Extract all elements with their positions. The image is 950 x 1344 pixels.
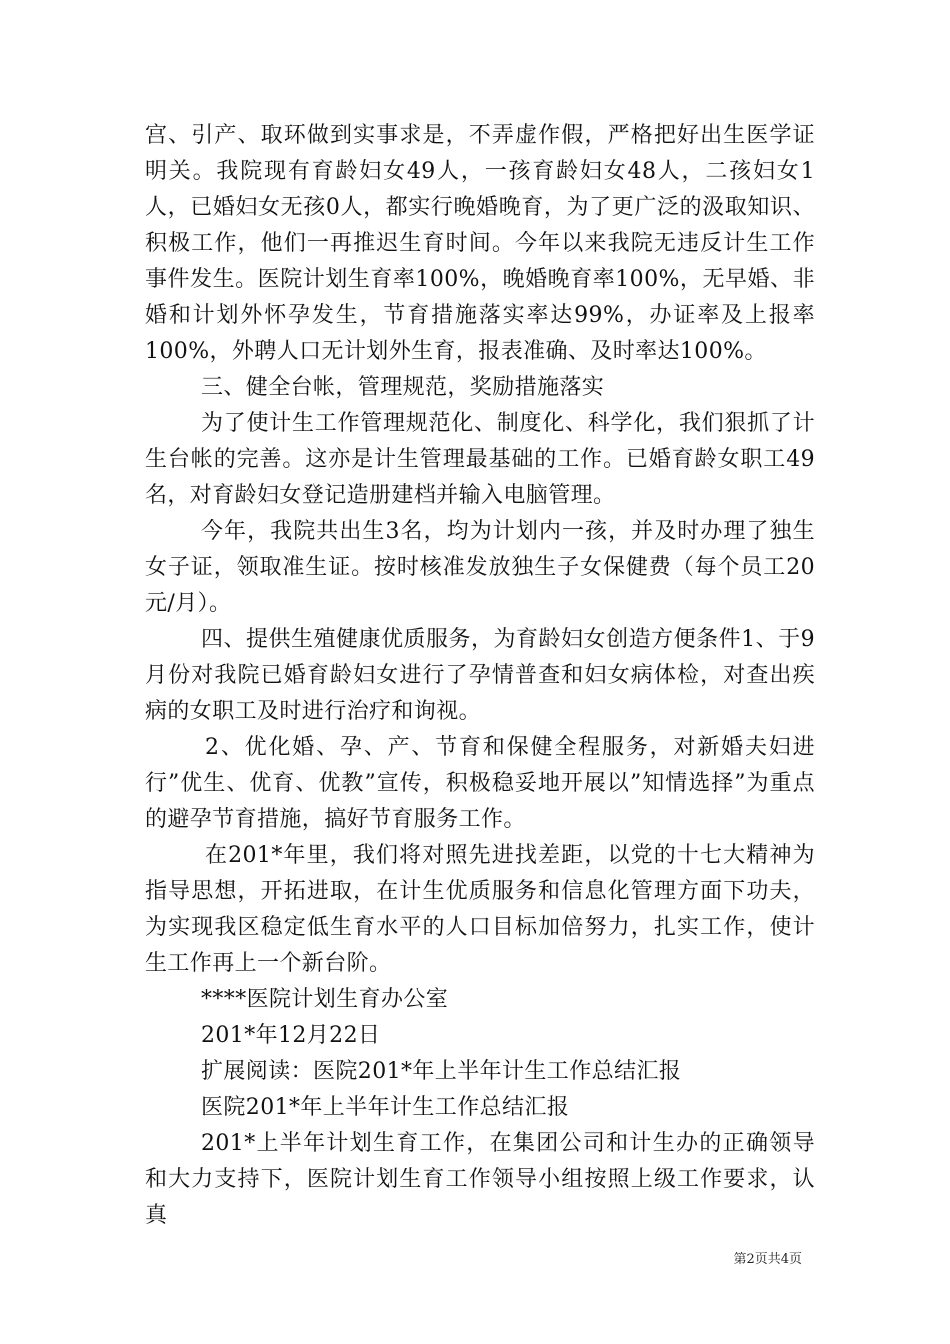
report-title: 医院201*年上半年计生工作总结汇报 <box>201 1095 570 1120</box>
signature-office: ****医院计划生育办公室 <box>201 987 449 1012</box>
signature-date: 201*年12月22日 <box>201 1023 381 1048</box>
paragraph-services: 2、优化婚、孕、产、节育和保健全程服务，对新婚夫妇进行”优生、优育、优教”宣传，积极稳妥地开展以”知情选择”为重点的避孕节育措施，搞好节育服务工作。 <box>145 735 815 832</box>
paragraph-ledger: 为了使计生工作管理规范化、制度化、科学化，我们狠抓了计生台帐的完善。这亦是计生管理最基础的工作。已婚育龄女职工49名，对育龄妇女登记造册建档并输入电脑管理。 <box>145 411 815 508</box>
section-heading-four: 四、提供生殖健康优质服务，为育龄妇女创造方便条件1、于9月份对我院已婚育龄妇女进行了孕情普查和妇女病体检，对查出疾病的女职工及时进行治疗和询视。 <box>145 627 815 724</box>
paragraph-statistics: 宫、引产、取环做到实事求是，不弄虚作假，严格把好出生医学证明关。我院现有育龄妇女49人，一孩育龄妇女48人，二孩妇女1人，已婚妇女无孩0人，都实行晚婚晚育，为了更广泛的汲取知识、积极工作，他们一再推迟生育时间。今年以来我院无违反计生工作事件发生。医院计划生育率100%，晚婚晚育率100%，无早婚、非婚和计划外怀孕发生，节育措施落实率达99%，办证率及上报率100%，外聘人口无计划外生育，报表准确、及时率达100%。 <box>145 123 815 364</box>
section-heading-three: 三、健全台帐，管理规范，奖励措施落实 <box>201 375 605 400</box>
document-body <box>145 118 815 1234</box>
page-number: 第2页共4页 <box>733 1252 802 1267</box>
paragraph-report-intro: 201*上半年计划生育工作，在集团公司和计生办的正确领导和大力支持下，医院计划生育工作领导小组按照上级工作要求，认真 <box>145 1131 815 1228</box>
extended-reading-label: 扩展阅读：医院201*年上半年计生工作总结汇报 <box>201 1059 682 1084</box>
paragraph-outlook: 在201*年里，我们将对照先进找差距，以党的十七大精神为指导思想，开拓进取，在计生优质服务和信息化管理方面下功夫，为实现我区稳定低生育水平的人口目标加倍努力，扎实工作，使计生工作再上一个新台阶。 <box>145 843 815 976</box>
paragraph-births: 今年，我院共出生3名，均为计划内一孩，并及时办理了独生女子证，领取准生证。按时核准发放独生子女保健费（每个员工20元/月）。 <box>145 519 815 616</box>
